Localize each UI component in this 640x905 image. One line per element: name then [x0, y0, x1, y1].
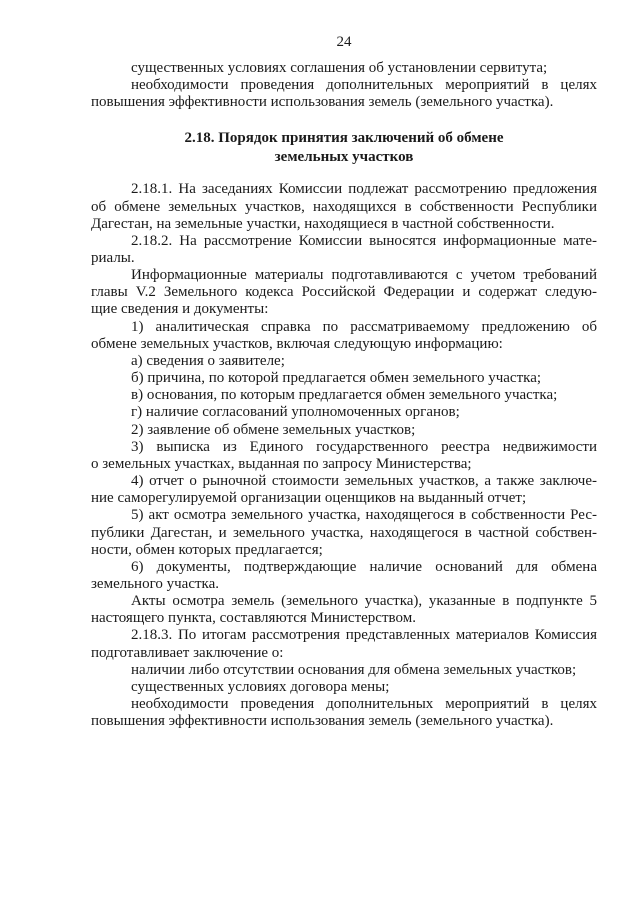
text-line: существенных условиях соглашения об установлении сервитута;	[131, 59, 548, 76]
text-line: необходимости проведения дополнительных мероприятий в целях	[131, 76, 597, 93]
text-line: 2.18.1. На заседаниях Комиссии подлежат рассмотрению предложения	[131, 181, 597, 198]
text-line: 2) заявление об обмене земельных участков;	[131, 421, 416, 438]
paragraph	[91, 679, 597, 696]
text-line: главы V.2 Земельного кодекса Российской Федерации и содержат следую-	[91, 284, 597, 301]
text-line: обмене земельных участков, включая следующую информацию:	[91, 335, 503, 352]
paragraph	[91, 77, 597, 112]
heading-line: 2.18. Порядок принятия заключений об обмене	[184, 129, 504, 146]
list-item	[91, 319, 597, 353]
list-item	[91, 559, 597, 593]
paragraph	[91, 181, 597, 232]
text-line: Акты осмотра земель (земельного участка), указанные в подпункте 5	[131, 593, 597, 610]
paragraph	[91, 627, 597, 661]
text-line: щие сведения и документы:	[91, 301, 269, 318]
list-item	[91, 439, 597, 473]
paragraph	[91, 662, 597, 679]
text-line: ности, обмен которых предлагается;	[91, 541, 323, 558]
continuation-text	[91, 60, 597, 112]
text-line: публики Дагестан, и земельного участка, находящегося в частной собствен-	[91, 524, 597, 541]
list-item	[91, 473, 597, 507]
text-line: 2.18.2. На рассмотрение Комиссии выносятся информационные мате-	[131, 232, 597, 249]
heading-line: земельных участков	[274, 148, 414, 165]
paragraph	[91, 696, 597, 730]
text-line: 2.18.3. По итогам рассмотрения представленных материалов Комиссия	[131, 627, 597, 644]
paragraph	[91, 60, 597, 77]
text-line: риалы.	[91, 250, 135, 267]
section-heading	[91, 129, 597, 167]
text-line: необходимости проведения дополнительных мероприятий в целях	[131, 696, 597, 713]
text-line: Дагестан, на земельные участки, находящиеся в частной собственности.	[91, 215, 555, 232]
section-body	[91, 181, 597, 730]
text-line: наличии либо отсутствии основания для обмена земельных участков;	[131, 661, 577, 678]
text-line: 5) акт осмотра земельного участка, находящегося в собственности Рес-	[131, 507, 597, 524]
text-line: в) основания, по которым предлагается обмен земельного участка;	[131, 387, 558, 404]
text-line: 6) документы, подтверждающие наличие оснований для обмена	[131, 558, 597, 575]
text-line: повышения эффективности использования земель (земельного участка).	[91, 94, 554, 111]
text-line: 3) выписка из Единого государственного реестра недвижимости	[131, 438, 597, 455]
text-line: настоящего пункта, составляются Министерством.	[91, 610, 416, 627]
text-line: г) наличие согласований уполномоченных органов;	[131, 404, 460, 421]
text-line: повышения эффективности использования земель (земельного участка).	[91, 713, 554, 730]
text-line: существенных условиях договора мены;	[131, 678, 390, 695]
list-item	[91, 422, 597, 439]
text-line: б) причина, по которой предлагается обмен земельного участка;	[131, 370, 542, 387]
text-line: 4) отчет о рыночной стоимости земельных участков, а также заключе-	[131, 473, 597, 490]
page-number: 24	[336, 34, 352, 50]
paragraph	[91, 593, 597, 627]
paragraph	[91, 267, 597, 318]
text-line: а) сведения о заявителе;	[131, 352, 285, 369]
text-line: ние саморегулируемой организации оценщиков на выданный отчет;	[91, 490, 527, 507]
list-item	[91, 353, 597, 370]
text-line: об обмене земельных участков, находящихся в собственности Республики	[91, 198, 597, 215]
list-item	[91, 387, 597, 404]
text-line: подготавливает заключение о:	[91, 644, 284, 661]
list-item	[91, 404, 597, 421]
paragraph	[91, 233, 597, 267]
list-item	[91, 370, 597, 387]
text-line: земельного участка.	[91, 575, 219, 592]
list-item	[91, 507, 597, 558]
text-line: о земельных участках, выданная по запросу Министерства;	[91, 455, 472, 472]
text-line: 1) аналитическая справка по рассматриваемому предложению об	[131, 318, 597, 335]
text-line: Информационные материалы подготавливаются с учетом требований	[131, 267, 597, 284]
